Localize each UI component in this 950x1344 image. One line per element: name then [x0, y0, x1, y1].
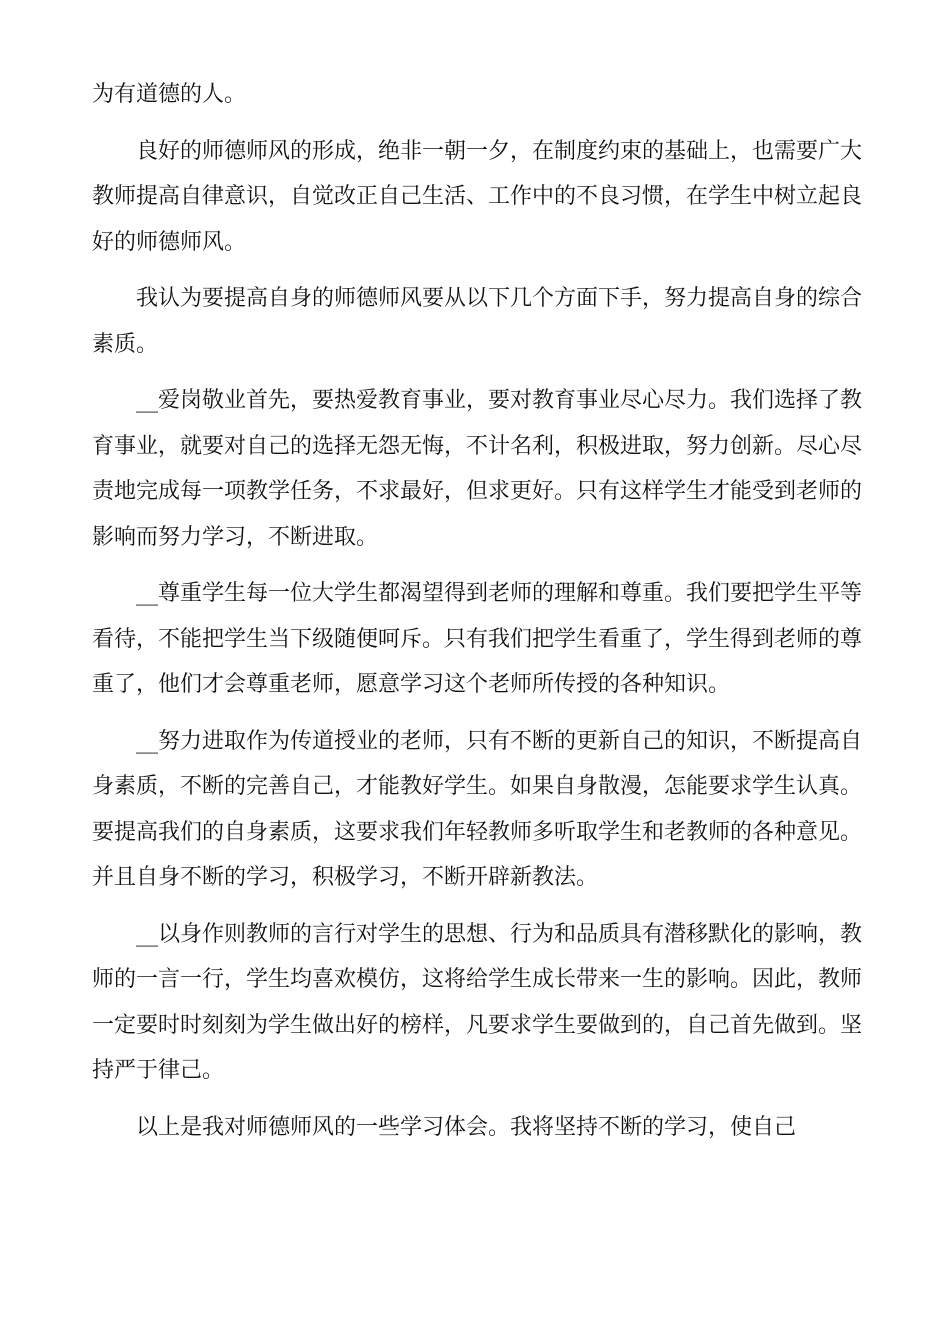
document-page — [92, 72, 862, 1161]
paragraph-continuation: 为有道德的人。 — [92, 82, 247, 107]
paragraph-respect-students: __尊重学生每一位大学生都渴望得到老师的理解和尊重。我们要把学生平等看待，不能把学生当下级随便呵斥。只有我们把学生看重了，学生得到老师的尊重了，他们才会尊重老师，愿意学习这个老师所传授的各种知识。 — [92, 581, 863, 697]
paragraph-teacher-ethics-formation: 良好的师德师风的形成，绝非一朝一夕，在制度约束的基础上，也需要广大教师提高自律意识，自觉改正自己生活、工作中的不良习惯，在学生中树立起良好的师德师风。 — [92, 138, 863, 255]
paragraph-strive-progress: __努力进取作为传道授业的老师，只有不断的更新自己的知识，不断提高自身素质，不断的完善自己，才能教好学生。如果自身散漫，怎能要求学生认真。要提高我们的自身素质，这要求我们年轻教师多听取学生和老教师的各种意见。并且自身不断的学习，积极学习，不断开辟新教法。 — [92, 728, 863, 890]
paragraph-conclusion: 以上是我对师德师风的一些学习体会。我将坚持不断的学习，使自己 — [136, 1114, 797, 1140]
paragraph-improvement-aspects: 我认为要提高自身的师德师风要从以下几个方面下手，努力提高自身的综合素质。 — [92, 286, 863, 357]
paragraph-lead-by-example: __以身作则教师的言行对学生的思想、行为和品质具有潜移默化的影响，教师的一言一行，学生均喜欢模仿，这将给学生成长带来一生的影响。因此，教师一定要时时刻刻为学生做出好的榜样，凡要求学生要做到的，自己首先做到。坚持严于律己。 — [92, 921, 863, 1083]
paragraph-love-job: __爱岗敬业首先，要热爱教育事业，要对教育事业尽心尽力。我们选择了教育事业，就要对自己的选择无怨无悔，不计名利，积极进取，努力创新。尽心尽责地完成每一项教学任务，不求最好，但求更好。只有这样学生才能受到老师的影响而努力学习，不断进取。 — [92, 388, 863, 550]
